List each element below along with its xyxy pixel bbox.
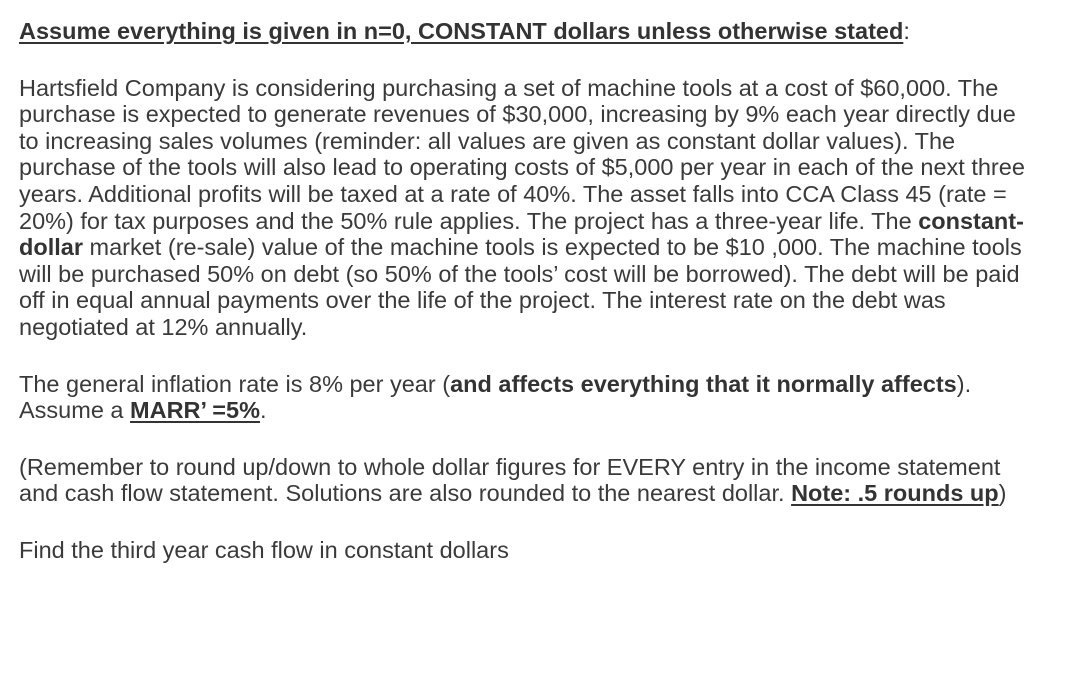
inflation-emphasis: and affects everything that it normally affects — [450, 370, 957, 397]
inflation-text-part1: The general inflation rate is 8% per year ( — [19, 370, 451, 397]
question-text: Find the third year cash flow in constant dollars — [19, 536, 509, 563]
assumption-heading-colon: : — [903, 18, 910, 44]
description-text-part2: market (re-sale) value of the machine tools is expected to be $10 ,000. The machine tools will be purchased 50% on debt (so 50% of the tools’ cost will be borrowed). The debt will be paid off in equal annual payments over the life of the project. The interest rate on the debt was negotiated at 12% annually. — [19, 234, 1022, 340]
rounding-paragraph — [19, 454, 1041, 507]
marr-value: MARR’ =5% — [130, 397, 260, 424]
assumption-heading — [19, 18, 1041, 45]
inflation-paragraph — [19, 371, 1041, 424]
rounding-text-part1: (Remember to round up/down to whole dollar figures for EVERY entry in the income statement and cash flow statement. Solutions are also rounded to the nearest dollar. — [19, 453, 1001, 507]
description-text-part1: Hartsfield Company is considering purchasing a set of machine tools at a cost of $60,000. The purchase is expected to generate revenues of $30,000, increasing by 9% each year directly due to increasing sales volumes (reminder: all values are given as constant dollar values). The purchase of the tools will also lead to operating costs of $5,000 per year in each of the next three years. Additional profits will be taxed at a rate of 40%. The asset falls into CCA Class 45 (rate = 20%) for tax purposes and the 50% rule applies. The project has a three-year life. The — [19, 74, 1025, 234]
problem-description-paragraph — [19, 75, 1041, 341]
rounding-text-part2: ) — [998, 480, 1007, 507]
assumption-heading-text: Assume everything is given in n=0, CONSTANT dollars unless otherwise stated — [19, 18, 904, 44]
constant-dollar-emphasis: constant-dollar — [19, 207, 1024, 261]
inflation-text-part2: ). Assume a — [19, 370, 972, 424]
inflation-text-part3: . — [259, 397, 267, 424]
rounding-note: Note: .5 rounds up — [791, 480, 999, 507]
